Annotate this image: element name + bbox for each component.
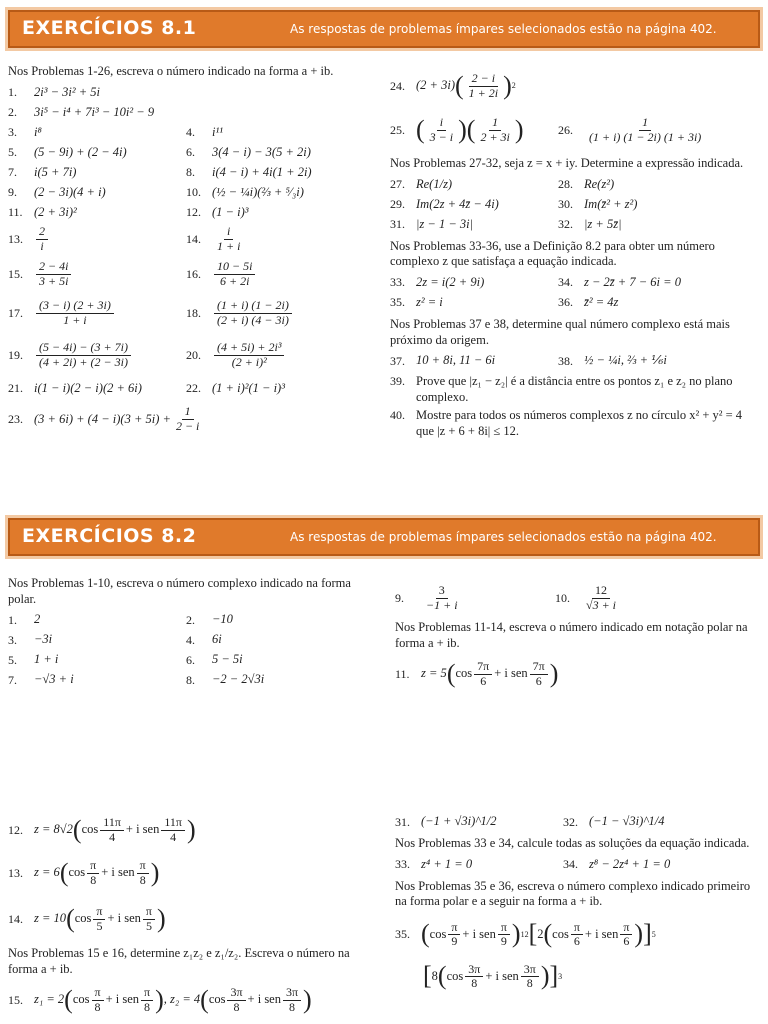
problem-row: 15. z₁ = 2 ( cos $\frac{\pi}{8}$ + i sen $\frac{\pi}{8}$ ) , z₂ = 4 ( cos $\frac{3\pi}{8}$ + i sen $\frac{3\pi}{8}$ )	[8, 984, 312, 1014]
problem-row: 19. $\frac{(5 - 4i) - (3 + 7i)}{(4 + 2i) + (2 - 3i)}$ 20. $\frac{\text{(4 + 5i) + 2i³}}{\text{(2 + i)²}}$	[8, 335, 380, 377]
problem-expression: −10	[212, 612, 233, 627]
problem-number: 4.	[186, 632, 195, 647]
problem-row	[390, 351, 760, 371]
problem-number: 31.	[395, 814, 410, 829]
exercises-8-1-right	[390, 64, 760, 443]
exercises-8-2-left	[8, 576, 380, 690]
problem-row: 14. z = 10 ( cos $\frac{\pi}{5}$ + i sen $\frac{\pi}{5}$ )	[8, 903, 166, 933]
problem-row	[395, 812, 760, 832]
problem-number: 38.	[558, 353, 573, 368]
problem-expression: (2 + 3i)²	[34, 204, 77, 219]
problem-expression: 3i⁵ − i⁴ + 7i³ − 10i² − 9	[34, 104, 155, 119]
problem-expression: i(4 − i) + 4i(1 + 2i)	[212, 164, 312, 179]
problem-expression: (−1 − √3i)^1/4	[589, 814, 665, 829]
problem-number: 10.	[186, 185, 201, 200]
problem-number: 28.	[558, 177, 573, 192]
problem-number: 1.	[8, 612, 17, 627]
problem-number: 6.	[186, 652, 195, 667]
section-note: As respostas de problemas ímpares selecionados estão na página 402.	[290, 21, 717, 36]
problem-number: 9.	[8, 185, 17, 200]
problem-row	[390, 175, 760, 195]
instructions: Nos Problemas 27-32, seja z = x + iy. Determine a expressão indicada.	[390, 156, 744, 170]
problem-number: 7.	[8, 672, 17, 687]
problem-row	[8, 83, 380, 103]
problem-number: 2.	[8, 105, 17, 120]
problem-expression: 6i	[212, 632, 222, 647]
instructions: Nos Problemas 11-14, escreva o número indicado em notação polar na forma a + ib.	[395, 620, 748, 650]
problem-row: 9. $\frac{3}{-1 + i}$ 10. $\frac{12}{√3 + i}$	[395, 582, 617, 612]
instructions: Nos Problemas 1-26, escreva o número indicado na forma a + ib.	[8, 64, 334, 78]
exercises-8-2-lower-right	[395, 812, 760, 997]
problem-expression: 5 − 5i	[212, 652, 243, 667]
problem-row	[390, 273, 760, 293]
problem-number: 4.	[186, 125, 195, 140]
problem-number: 32.	[563, 814, 578, 829]
problem-expression: z⁸ − 2z⁴ + 1 = 0	[589, 856, 671, 871]
problem-number: 32.	[558, 217, 573, 232]
problem-number: 7.	[8, 165, 17, 180]
problem-row	[390, 293, 760, 313]
problem-list	[390, 273, 760, 313]
problem-expression: (½ − ¼i)(⅔ + ⁵⁄₃i)	[212, 184, 304, 199]
problem-expression: i(5 + 7i)	[34, 164, 77, 179]
problem-row: 17. $\frac{(3 - i) (2 + 3i)}{1 + i}$ 18. $\frac{(1 + i) (1 - 2i)}{(2 + i) (4 - 3i)}$	[8, 293, 380, 335]
section-note: As respostas de problemas ímpares selecionados estão na página 402.	[290, 529, 717, 544]
problem-number: 5.	[8, 145, 17, 160]
problem-row	[8, 163, 380, 183]
problem-expression: 2	[34, 612, 41, 627]
problem-number: 36.	[558, 295, 573, 310]
problem-list	[8, 610, 380, 690]
problem-row	[8, 610, 380, 630]
problem-number: 1.	[8, 85, 17, 100]
section-title: EXERCÍCIOS 8.1	[22, 17, 197, 40]
problem-list	[395, 855, 760, 875]
problem-row	[8, 143, 380, 163]
problem-expression: z⁴ + 1 = 0	[421, 856, 473, 871]
exercises-8-2-right	[395, 576, 760, 694]
problem-number: 29.	[390, 197, 405, 212]
problem-row: 21. i(1 − i)(2 − i)(2 + 6i) 22. (1 + i)²(1 − i)³	[8, 380, 285, 396]
problem-expression: 1 + i	[34, 652, 59, 667]
section-title: EXERCÍCIOS 8.2	[22, 525, 197, 548]
problem-row	[8, 103, 380, 123]
problem-row: 11. z = 5 ( cos $\frac{7\pi}{6}$ + i sen $\frac{7\pi}{6}$ )	[395, 658, 559, 688]
problem-expression: Im(2z + 4z̄ − 4i)	[416, 196, 499, 211]
problem-list	[8, 83, 380, 223]
problem-list	[390, 351, 760, 371]
problem-expression: (1 − i)³	[212, 204, 249, 219]
problem-number: 37.	[390, 353, 405, 368]
problem-expression: Im(z̄² + z²)	[584, 196, 638, 211]
problem-number: 2.	[186, 612, 195, 627]
problem-expression: z̄² = 4z	[584, 295, 619, 310]
problem-expression: 2z = i(2 + 9i)	[416, 275, 485, 290]
problem-row: 25. ( $\frac{i}{3 - i}$ )( $\frac{1}{2 + 3i}$ ) 26. $\frac{1}{(1 + i) (1 - 2i) (1 + 3i)}$	[390, 114, 702, 144]
problem-expression: 10 + 8i, 11 − 6i	[416, 353, 496, 368]
exercises-8-2-lower-left	[8, 810, 380, 1020]
exercises-8-1-left	[8, 64, 380, 439]
section-header-8-2	[8, 518, 760, 556]
problem-row: 35. ( cos $\frac{\pi}{9}$ + i sen $\frac{\pi}{9}$ ) 12 [ 2 ( cos $\frac{\pi}{6}$ + i sen $\frac{\pi}{6}$ ) ] 5	[395, 919, 656, 949]
problem-list	[395, 812, 760, 832]
problem-expression: −3i	[34, 632, 53, 647]
problem-row	[390, 215, 760, 235]
problem-expression: 2i³ − 3i² + 5i	[34, 84, 101, 99]
problem-number: 6.	[186, 145, 195, 160]
problem-expression: (2 − 3i)(4 + i)	[34, 184, 106, 199]
problem-40: 40. Mostre para todos os números complexos z no círculo x² + y² = 4 que |z + 6 + 8i| ≤ 12.	[390, 408, 743, 438]
instructions: Nos Problemas 15 e 16, determine z₁z₂ e z₁/z₂. Escreva o número na forma a + ib.	[8, 946, 350, 976]
problem-row: 15. $\frac{2 - 4i}{3 + 5i}$ 16. $\frac{10 - 5i}{6 + 2i}$	[8, 257, 380, 293]
problem-expression: z − 2z̄ + 7 − 6i = 0	[584, 275, 681, 290]
problem-number: 8.	[186, 672, 195, 687]
problem-number: 3.	[8, 632, 17, 647]
problem-expression: z² = i	[416, 295, 443, 310]
problem-expression: |z + 5z̄|	[584, 216, 622, 231]
problem-expression: Re(z²)	[584, 176, 615, 191]
problem-expression: ½ − ¼i, ⅔ + ⅙i	[584, 353, 667, 368]
problem-row: 13. $\frac{2}{i}$ 14. $\frac{i}{1 + i}$	[8, 224, 241, 254]
problem-row	[8, 203, 380, 223]
problem-row	[8, 183, 380, 203]
problem-expression: i¹¹	[212, 124, 223, 139]
problem-expression: |z − 1 − 3i|	[416, 216, 474, 231]
problem-expression: (−1 + √3i)^1/2	[421, 814, 497, 829]
problem-list	[390, 175, 760, 235]
instructions: Nos Problemas 37 e 38, determine qual número complexo está mais próximo da origem.	[390, 316, 730, 347]
problem-39: 39. Prove que |z₁ − z₂| é a distância entre os pontos z₁ e z₂ no plano complexo.	[390, 374, 733, 404]
problem-expression: −√3 + i	[34, 672, 74, 687]
problem-number: 34.	[558, 275, 573, 290]
problem-expression: (5 − 9i) + (2 − 4i)	[34, 144, 127, 159]
problem-number: 27.	[390, 177, 405, 192]
problem-number: 3.	[8, 125, 17, 140]
problem-row	[395, 855, 760, 875]
instructions: Nos Problemas 35 e 36, escreva o número complexo indicado primeiro na forma polar e a seguir na forma a + ib.	[395, 878, 751, 909]
problem-row	[8, 670, 380, 690]
problem-row: [ 8 ( cos $\frac{3\pi}{8}$ + i sen $\frac{3\pi}{8}$ ) ] 3	[423, 961, 563, 991]
problem-row: 13. z = 6 ( cos $\frac{\pi}{8}$ + i sen $\frac{\pi}{8}$ )	[8, 857, 160, 887]
problem-row: 24. (2 + 3i) ( $\frac{2 - i}{1 + 2i}$ ) 2	[390, 70, 516, 100]
problem-expression: 3(4 − i) − 3(5 + 2i)	[212, 144, 311, 159]
problem-expression: −2 − 2√3i	[212, 672, 265, 687]
problem-row: 23. (3 + 6i) + (4 − i)(3 + 5i) + $\frac{1}{2 - i}$	[8, 404, 200, 434]
problem-row: 12. z = 8√2 ( cos $\frac{11\pi}{4}$ + i sen $\frac{11\pi}{4}$ )	[8, 814, 196, 844]
problem-number: 33.	[395, 857, 410, 872]
problem-row	[8, 630, 380, 650]
problem-number: 5.	[8, 652, 17, 667]
section-header-8-1	[8, 10, 760, 48]
instructions: Nos Problemas 33 e 34, calcule todas as soluções da equação indicada.	[395, 836, 750, 850]
problem-number: 12.	[186, 205, 201, 220]
instructions: Nos Problemas 33-36, use a Definição 8.2 para obter um número complexo z que satisfaça a equação indicada.	[390, 238, 715, 269]
problem-expression: Re(1/z)	[416, 176, 453, 191]
instructions: Nos Problemas 1-10, escreva o número complexo indicado na forma polar.	[8, 576, 351, 606]
problem-expression: i⁸	[34, 124, 42, 139]
problem-number: 11.	[8, 205, 23, 220]
problem-row	[8, 123, 380, 143]
problem-number: 8.	[186, 165, 195, 180]
problem-row	[8, 650, 380, 670]
problem-row	[390, 195, 760, 215]
problem-number: 33.	[390, 275, 405, 290]
problem-number: 31.	[390, 217, 405, 232]
problem-number: 35.	[390, 295, 405, 310]
problem-number: 34.	[563, 857, 578, 872]
problem-number: 30.	[558, 197, 573, 212]
